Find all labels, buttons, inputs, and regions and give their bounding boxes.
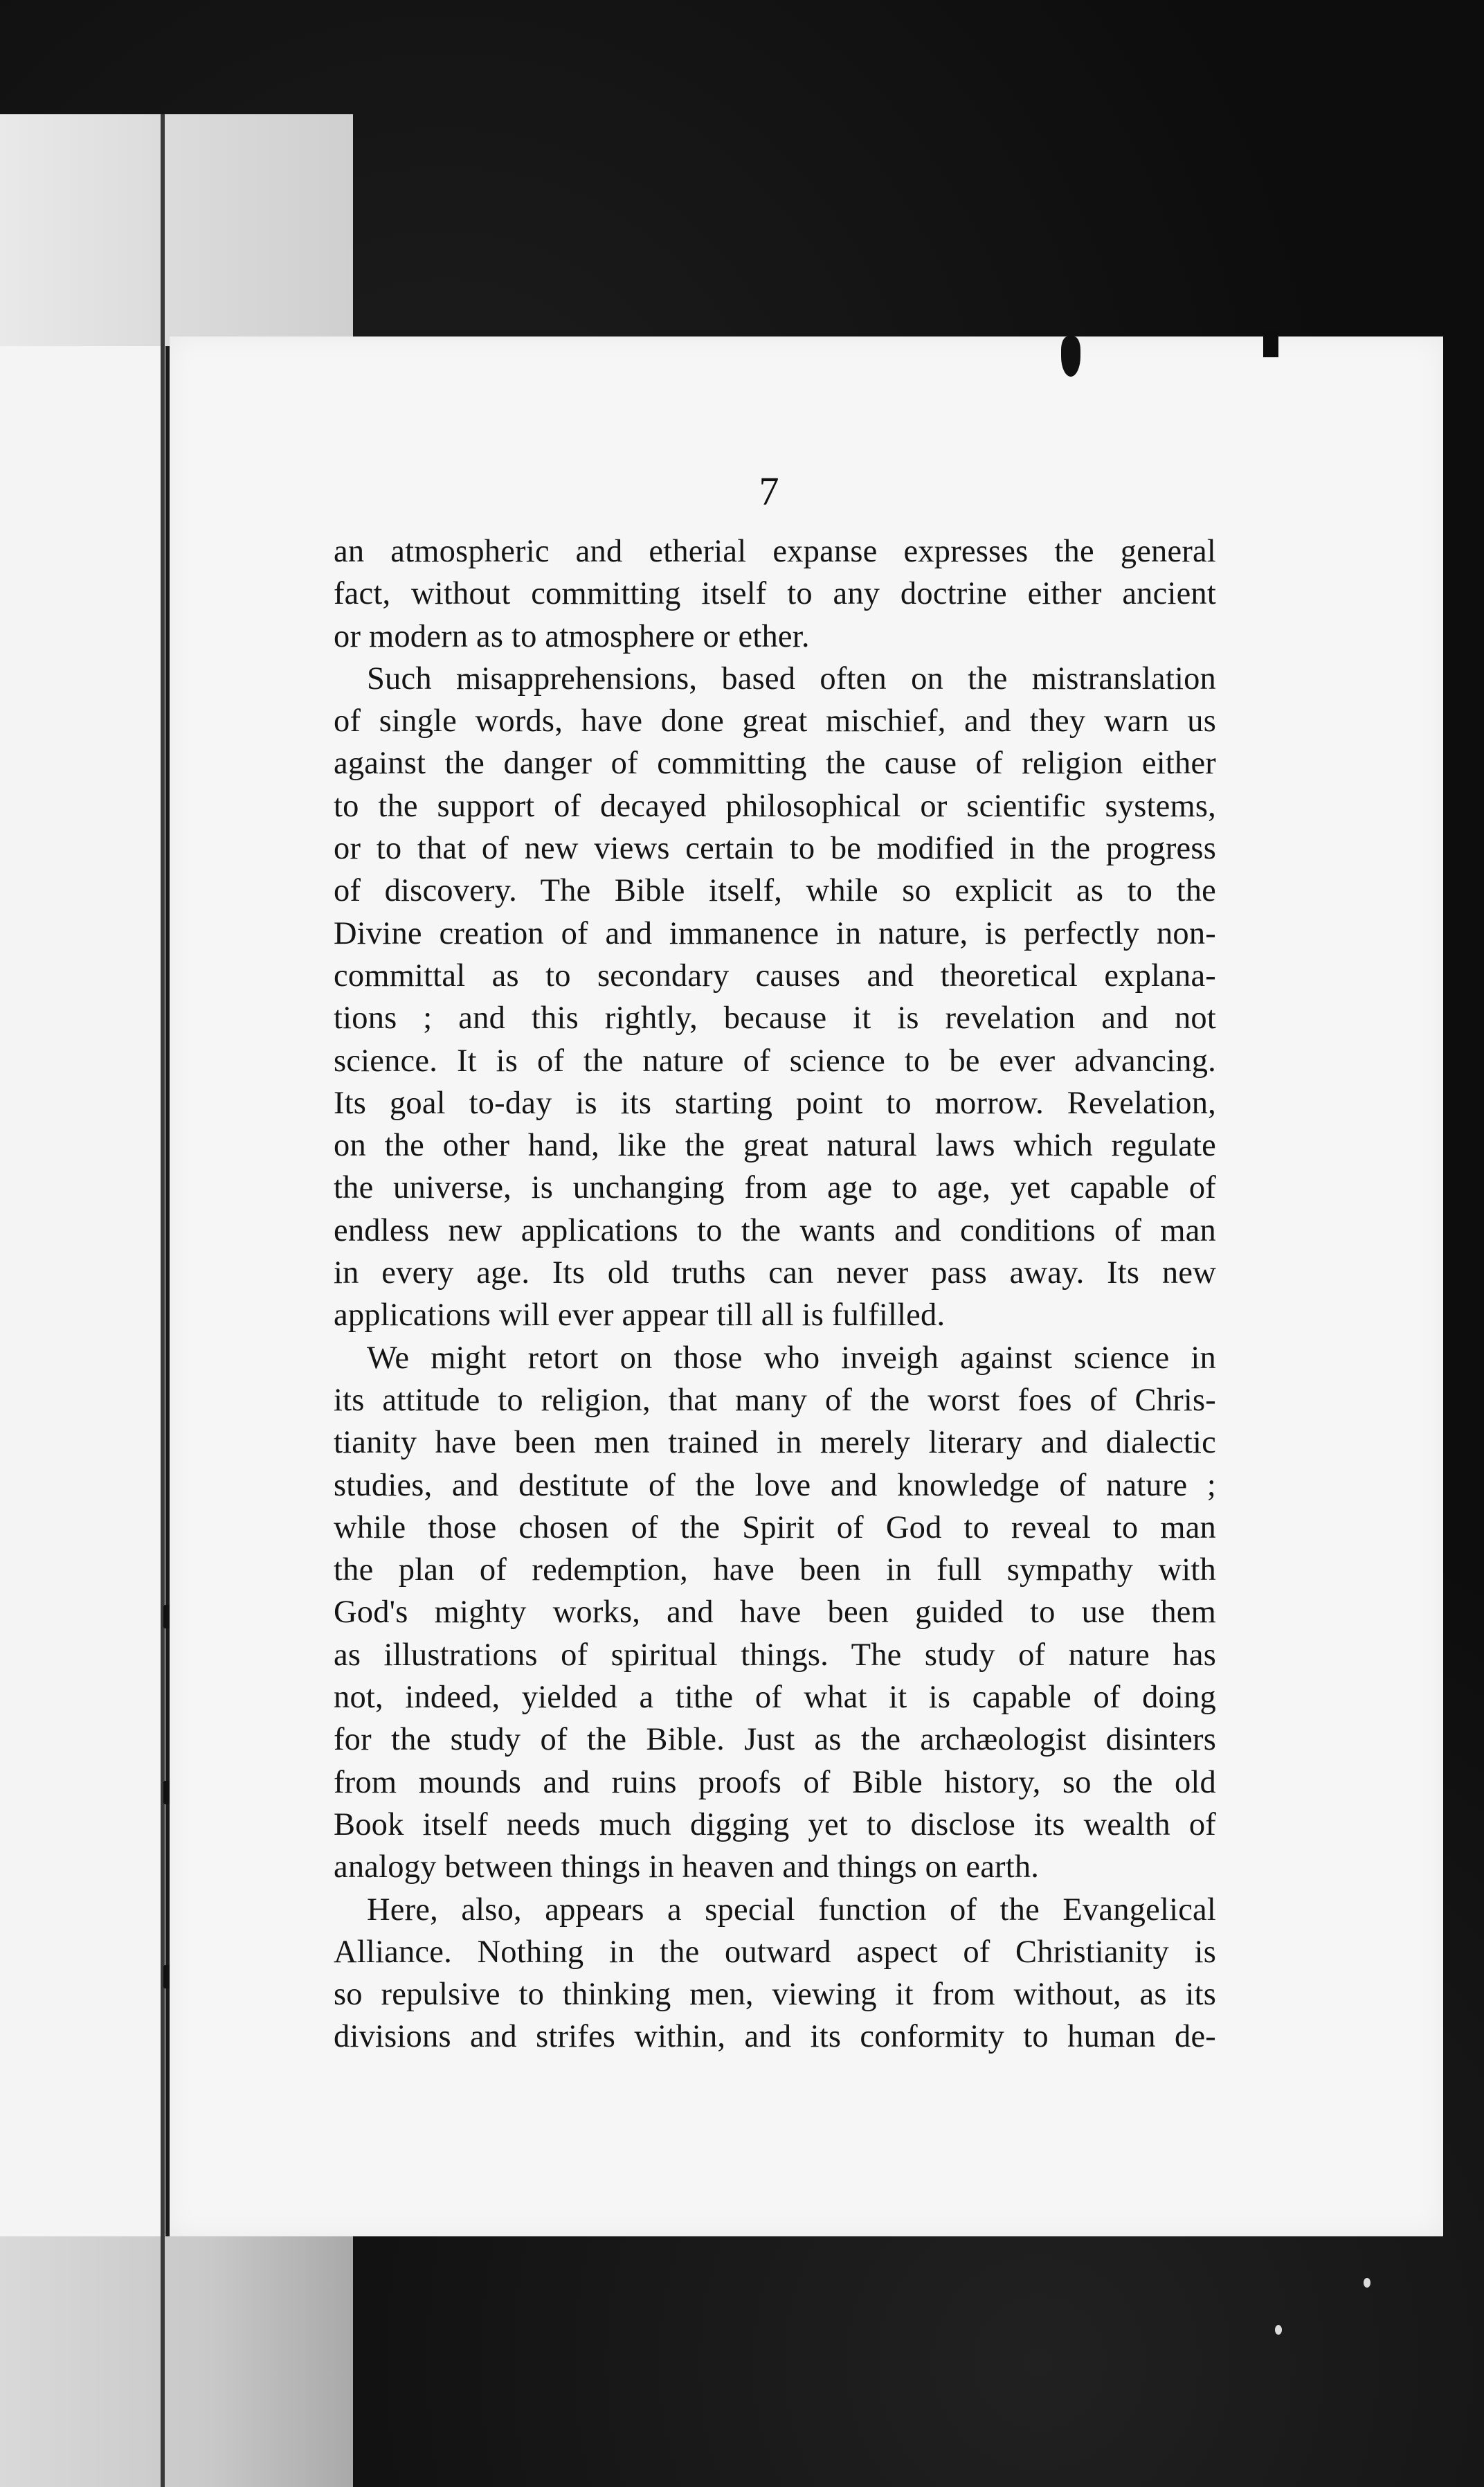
previous-leaf-edge: [0, 346, 170, 2236]
book-page: [170, 336, 1443, 2236]
text-line: the universe, is unchanging from age to age, yet capable of: [334, 1170, 1216, 1206]
text-line: so repulsive to thinking men, viewing it from without, as its: [334, 1977, 1216, 2013]
ink-mark: [1061, 336, 1080, 377]
text-line: or modern as to atmosphere or ether.: [334, 618, 810, 654]
text-line: Its goal to-day is its starting point to morrow. Revelation,: [334, 1085, 1216, 1121]
binding-gutter: [161, 114, 165, 2487]
text-line: committal as to secondary causes and theoretical explana-: [334, 958, 1216, 994]
text-line: Book itself needs much digging yet to disclose its wealth of: [334, 1806, 1216, 1842]
previous-leaf-bottom: [0, 2236, 353, 2487]
text-line: tianity have been men trained in merely literary and dialectic: [334, 1425, 1216, 1461]
text-line: the plan of redemption, have been in full sympathy with: [334, 1552, 1216, 1588]
text-line: endless new applications to the wants and conditions of man: [334, 1212, 1216, 1248]
text-line: God's mighty works, and have been guided to use them: [334, 1595, 1216, 1631]
text-line: Such misapprehensions, based often on the mistranslation: [367, 661, 1216, 697]
text-line: in every age. Its old truths can never pass away. Its new: [334, 1255, 1216, 1291]
text-line: studies, and destitute of the love and knowledge of nature ;: [334, 1467, 1216, 1503]
previous-leaf-top: [0, 114, 353, 346]
text-line: against the danger of committing the cause of religion either: [334, 746, 1216, 782]
text-line: of single words, have done great mischief, and they warn us: [334, 703, 1216, 739]
text-line: analogy between things in heaven and things on earth.: [334, 1849, 1040, 1885]
text-line: as illustrations of spiritual things. The study of nature has: [334, 1637, 1216, 1673]
text-line: divisions and strifes within, and its conformity to human de-: [334, 2019, 1216, 2055]
text-line: fact, without committing itself to any doctrine either ancient: [334, 576, 1216, 612]
body-text: [334, 530, 1216, 2058]
page-number: 7: [759, 469, 779, 514]
text-line: while those chosen of the Spirit of God to reveal to man: [334, 1509, 1216, 1545]
text-line: or to that of new views certain to be modified in the progress: [334, 831, 1216, 867]
text-line: for the study of the Bible. Just as the archæologist disinters: [334, 1722, 1216, 1758]
text-line: science. It is of the nature of science to be ever advancing.: [334, 1043, 1216, 1079]
page-corner-shadow: [1263, 331, 1278, 357]
text-line: its attitude to religion, that many of the worst foes of Chris-: [334, 1382, 1216, 1418]
text-line: to the support of decayed philosophical or scientific systems,: [334, 788, 1216, 824]
text-line: on the other hand, like the great natural laws which regulate: [334, 1128, 1216, 1164]
text-line: We might retort on those who inveigh against science in: [367, 1340, 1216, 1376]
text-line: tions ; and this rightly, because it is revelation and not: [334, 1000, 1216, 1036]
text-line: applications will ever appear till all is fulfilled.: [334, 1298, 945, 1334]
dust-speck: [1275, 2325, 1282, 2335]
text-line: from mounds and ruins proofs of Bible history, so the old: [334, 1764, 1216, 1800]
text-line: of discovery. The Bible itself, while so explicit as to the: [334, 873, 1216, 909]
text-line: Here, also, appears a special function of the Evangelical: [367, 1892, 1216, 1928]
text-line: not, indeed, yielded a tithe of what it is capable of doing: [334, 1680, 1216, 1716]
text-line: Alliance. Nothing in the outward aspect of Christianity is: [334, 1934, 1216, 1970]
text-line: Divine creation of and immanence in nature, is perfectly non-: [334, 915, 1216, 951]
dust-speck: [1364, 2278, 1370, 2288]
text-line: an atmospheric and etherial expanse expresses the general: [334, 534, 1216, 569]
